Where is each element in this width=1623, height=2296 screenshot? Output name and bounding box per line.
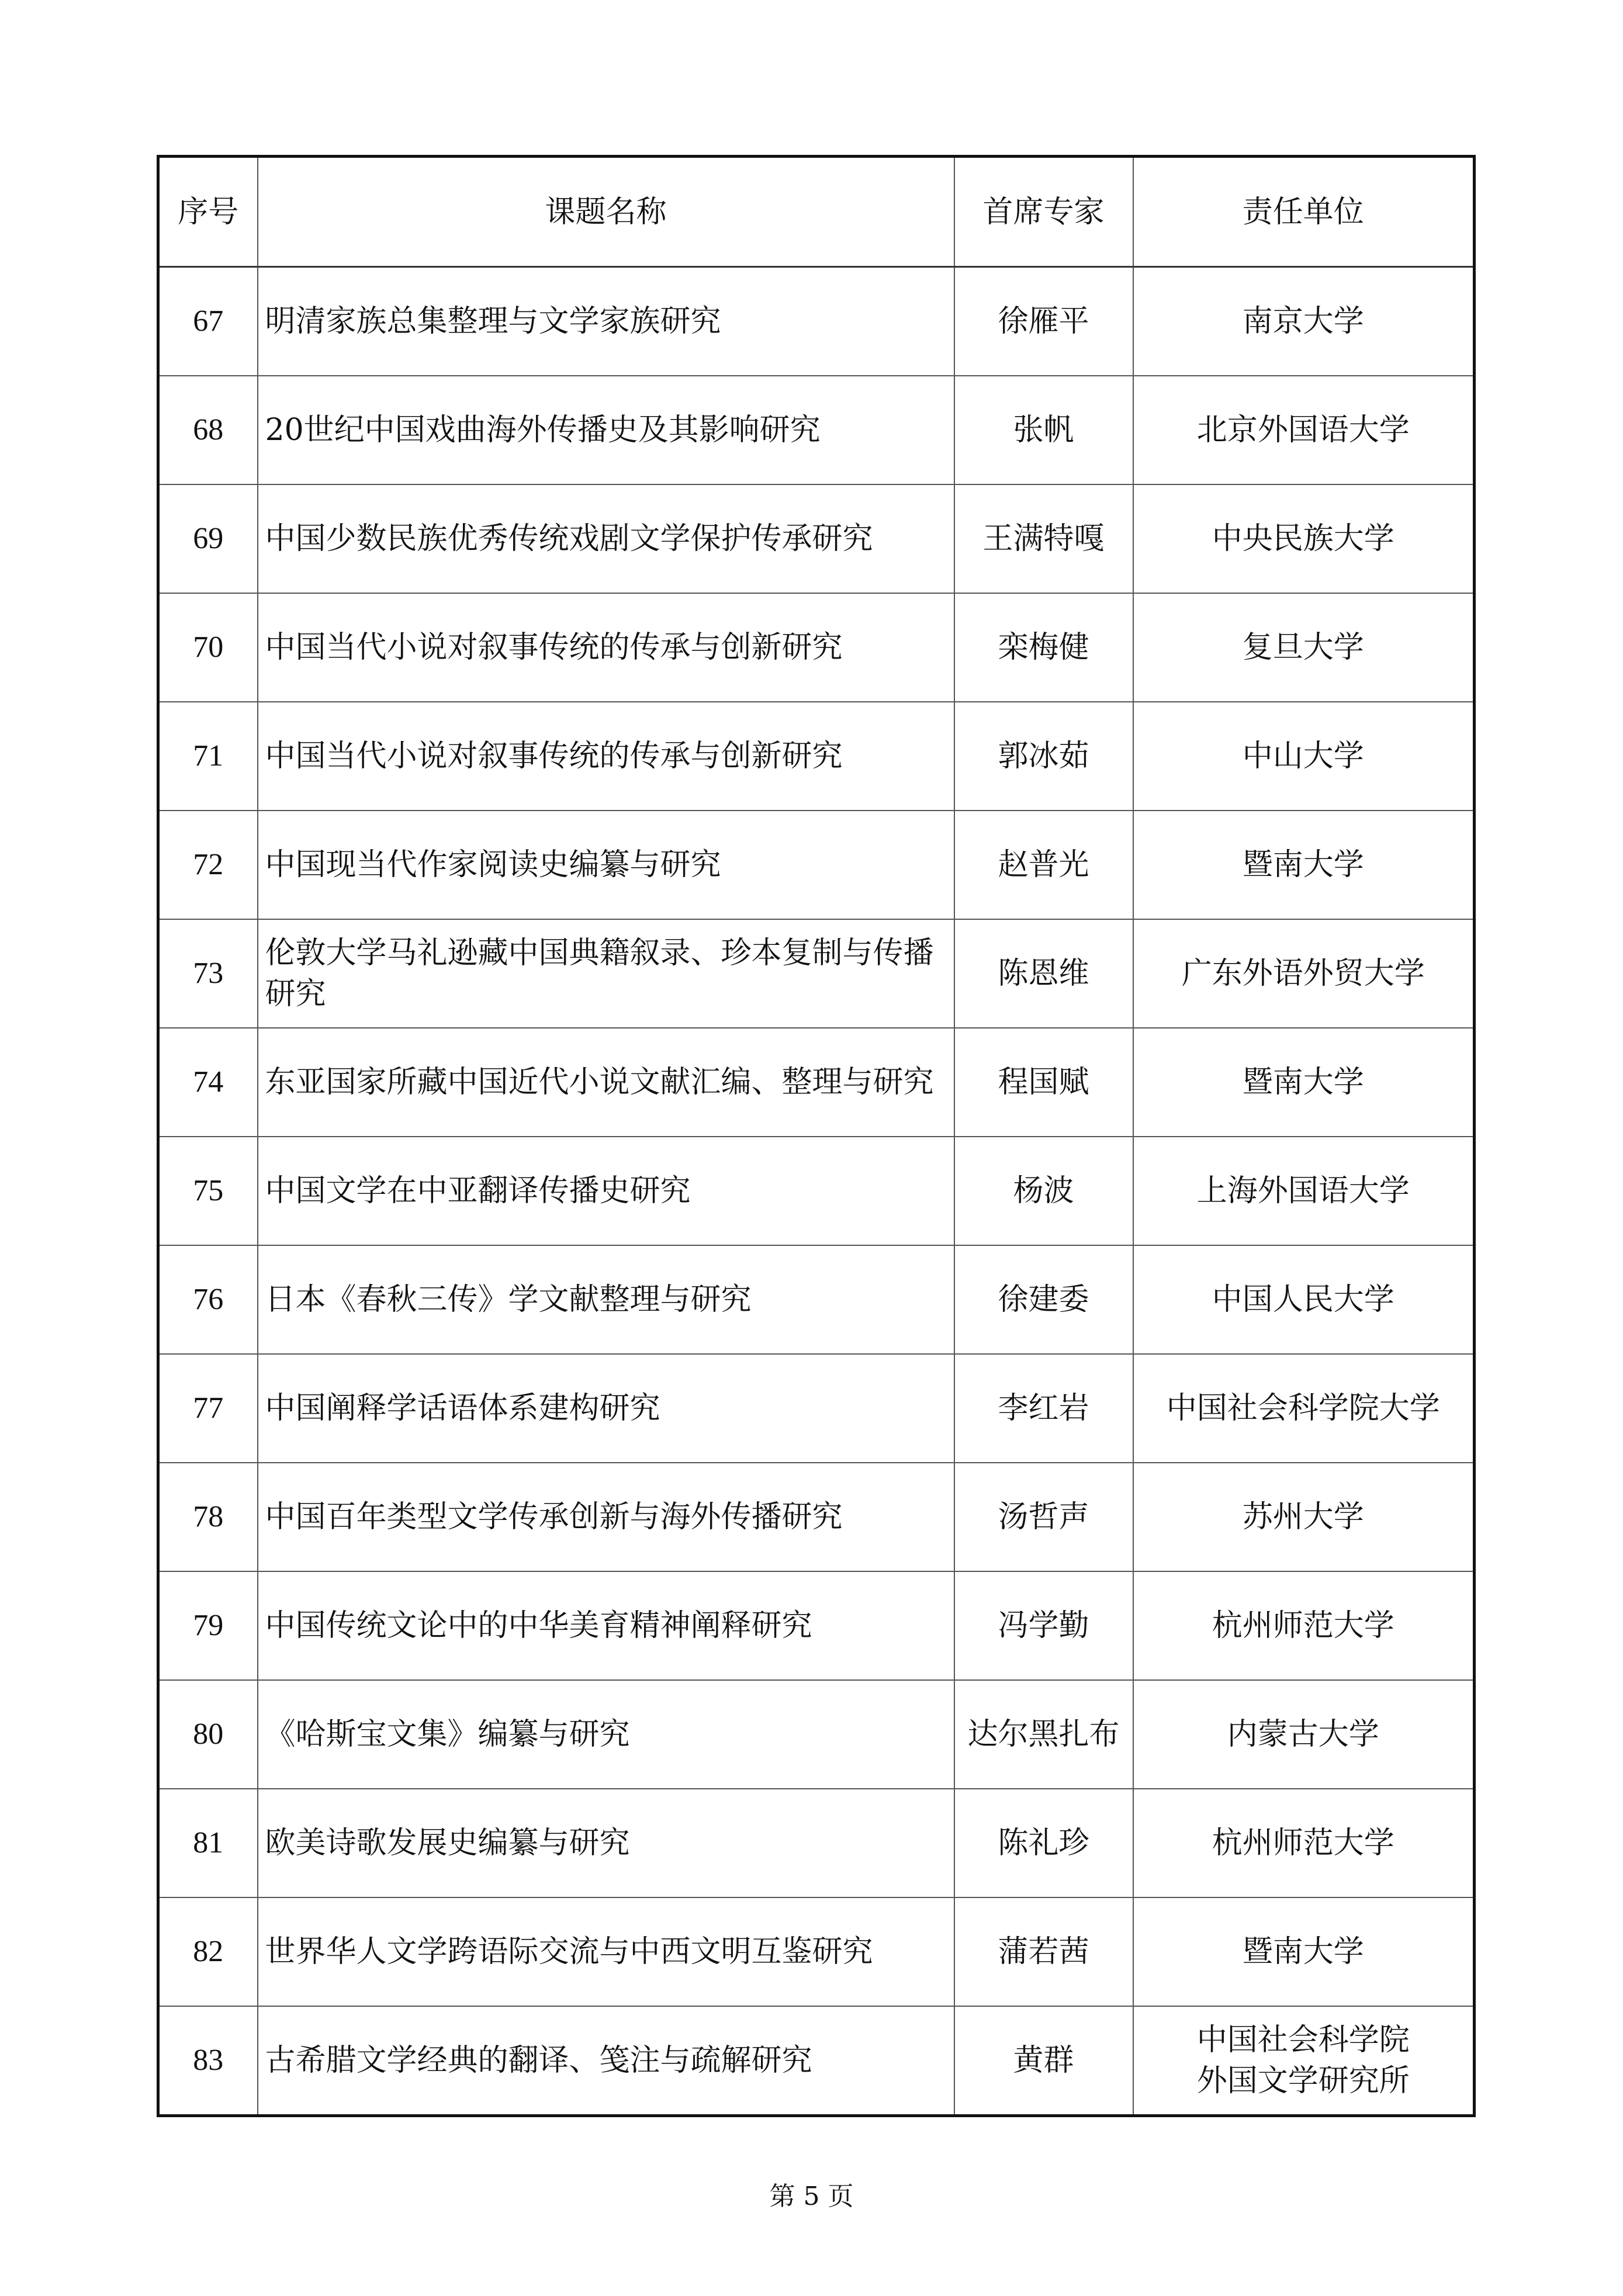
responsible-unit-line: 南京大学 <box>1242 304 1364 339</box>
responsible-unit-line: 苏州大学 <box>1242 1500 1364 1535</box>
header-unit: 责任单位 <box>1133 157 1475 267</box>
project-title: 欧美诗歌发展史编纂与研究 <box>258 1789 954 1897</box>
responsible-unit <box>1133 1897 1475 2006</box>
chief-expert: 徐建委 <box>954 1245 1133 1354</box>
page-number: 第 5 页 <box>769 2181 854 2211</box>
row-number: 73 <box>158 919 258 1028</box>
chief-expert: 李红岩 <box>954 1354 1133 1463</box>
chief-expert: 徐雁平 <box>954 267 1133 376</box>
responsible-unit <box>1133 1680 1475 1789</box>
chief-expert: 蒲若茜 <box>954 1897 1133 2006</box>
table-row <box>158 2006 1475 2116</box>
responsible-unit <box>1133 1137 1475 1245</box>
table-row <box>158 1463 1475 1571</box>
table-row <box>158 1897 1475 2006</box>
project-title: 东亚国家所藏中国近代小说文献汇编、整理与研究 <box>258 1028 954 1137</box>
row-number: 69 <box>158 484 258 593</box>
responsible-unit-line: 暨南大学 <box>1242 1065 1364 1100</box>
responsible-unit-line: 中国社会科学院大学 <box>1166 1391 1440 1426</box>
table-row <box>158 702 1475 811</box>
project-title: 古希腊文学经典的翻译、笺注与疏解研究 <box>258 2006 954 2116</box>
row-number: 82 <box>158 1897 258 2006</box>
responsible-unit <box>1133 593 1475 702</box>
responsible-unit <box>1133 1789 1475 1897</box>
row-number: 70 <box>158 593 258 702</box>
responsible-unit-line: 暨南大学 <box>1242 847 1364 882</box>
chief-expert: 黄群 <box>954 2006 1133 2116</box>
table-row <box>158 811 1475 919</box>
project-title: 中国当代小说对叙事传统的传承与创新研究 <box>258 702 954 811</box>
project-title: 20世纪中国戏曲海外传播史及其影响研究 <box>258 376 954 484</box>
responsible-unit-line: 杭州师范大学 <box>1212 1608 1394 1643</box>
chief-expert: 达尔黑扎布 <box>954 1680 1133 1789</box>
header-num: 序号 <box>158 157 258 267</box>
row-number: 71 <box>158 702 258 811</box>
chief-expert: 程国赋 <box>954 1028 1133 1137</box>
chief-expert: 杨波 <box>954 1137 1133 1245</box>
responsible-unit-line: 广东外语外贸大学 <box>1181 956 1425 991</box>
project-title: 《哈斯宝文集》编纂与研究 <box>258 1680 954 1789</box>
header-title: 课题名称 <box>258 157 954 267</box>
project-table <box>157 155 1476 2117</box>
responsible-unit-line: 上海外国语大学 <box>1196 1173 1410 1208</box>
table-row <box>158 919 1475 1028</box>
responsible-unit-line: 外国文学研究所 <box>1196 2063 1410 2098</box>
responsible-unit <box>1133 811 1475 919</box>
row-number: 72 <box>158 811 258 919</box>
project-title: 中国阐释学话语体系建构研究 <box>258 1354 954 1463</box>
row-number: 80 <box>158 1680 258 1789</box>
row-number: 81 <box>158 1789 258 1897</box>
chief-expert: 陈礼珍 <box>954 1789 1133 1897</box>
row-number: 75 <box>158 1137 258 1245</box>
chief-expert: 陈恩维 <box>954 919 1133 1028</box>
project-title: 世界华人文学跨语际交流与中西文明互鉴研究 <box>258 1897 954 2006</box>
chief-expert: 汤哲声 <box>954 1463 1133 1571</box>
project-title: 伦敦大学马礼逊藏中国典籍叙录、珍本复制与传播研究 <box>258 919 954 1028</box>
row-number: 74 <box>158 1028 258 1137</box>
responsible-unit <box>1133 1028 1475 1137</box>
row-number: 76 <box>158 1245 258 1354</box>
table-row <box>158 1354 1475 1463</box>
table-body <box>158 267 1475 2116</box>
chief-expert: 郭冰茹 <box>954 702 1133 811</box>
responsible-unit <box>1133 484 1475 593</box>
project-title: 中国当代小说对叙事传统的传承与创新研究 <box>258 593 954 702</box>
chief-expert: 栾梅健 <box>954 593 1133 702</box>
table-row <box>158 484 1475 593</box>
responsible-unit <box>1133 702 1475 811</box>
table-row <box>158 1245 1475 1354</box>
responsible-unit <box>1133 1571 1475 1680</box>
responsible-unit-line: 中央民族大学 <box>1212 521 1394 556</box>
row-number: 67 <box>158 267 258 376</box>
row-number: 78 <box>158 1463 258 1571</box>
responsible-unit <box>1133 919 1475 1028</box>
responsible-unit-line: 复旦大学 <box>1242 630 1364 665</box>
chief-expert: 王满特嘎 <box>954 484 1133 593</box>
table-row <box>158 1571 1475 1680</box>
chief-expert: 冯学勤 <box>954 1571 1133 1680</box>
responsible-unit-line: 内蒙古大学 <box>1227 1717 1379 1752</box>
row-number: 83 <box>158 2006 258 2116</box>
header-expert: 首席专家 <box>954 157 1133 267</box>
responsible-unit-line: 杭州师范大学 <box>1212 1826 1394 1861</box>
table-row <box>158 1680 1475 1789</box>
responsible-unit <box>1133 376 1475 484</box>
responsible-unit-line: 中山大学 <box>1242 739 1364 774</box>
table-row <box>158 1137 1475 1245</box>
project-title: 中国现当代作家阅读史编纂与研究 <box>258 811 954 919</box>
responsible-unit <box>1133 2006 1475 2116</box>
responsible-unit <box>1133 1354 1475 1463</box>
table-row <box>158 593 1475 702</box>
project-title: 中国文学在中亚翻译传播史研究 <box>258 1137 954 1245</box>
chief-expert: 赵普光 <box>954 811 1133 919</box>
row-number: 79 <box>158 1571 258 1680</box>
project-title: 明清家族总集整理与文学家族研究 <box>258 267 954 376</box>
table-row <box>158 267 1475 376</box>
table-row <box>158 376 1475 484</box>
responsible-unit <box>1133 267 1475 376</box>
responsible-unit-line: 中国社会科学院 <box>1196 2023 1410 2058</box>
responsible-unit <box>1133 1463 1475 1571</box>
table-header <box>158 157 1475 267</box>
chief-expert: 张帆 <box>954 376 1133 484</box>
table-row <box>158 1028 1475 1137</box>
header-row <box>158 157 1475 267</box>
responsible-unit-line: 中国人民大学 <box>1212 1282 1394 1317</box>
project-title: 中国百年类型文学传承创新与海外传播研究 <box>258 1463 954 1571</box>
row-number: 68 <box>158 376 258 484</box>
responsible-unit-line: 北京外国语大学 <box>1196 413 1410 448</box>
responsible-unit <box>1133 1245 1475 1354</box>
table-row <box>158 1789 1475 1897</box>
project-title: 日本《春秋三传》学文献整理与研究 <box>258 1245 954 1354</box>
responsible-unit-line: 暨南大学 <box>1242 1934 1364 1969</box>
row-number: 77 <box>158 1354 258 1463</box>
project-title: 中国少数民族优秀传统戏剧文学保护传承研究 <box>258 484 954 593</box>
project-title: 中国传统文论中的中华美育精神阐释研究 <box>258 1571 954 1680</box>
